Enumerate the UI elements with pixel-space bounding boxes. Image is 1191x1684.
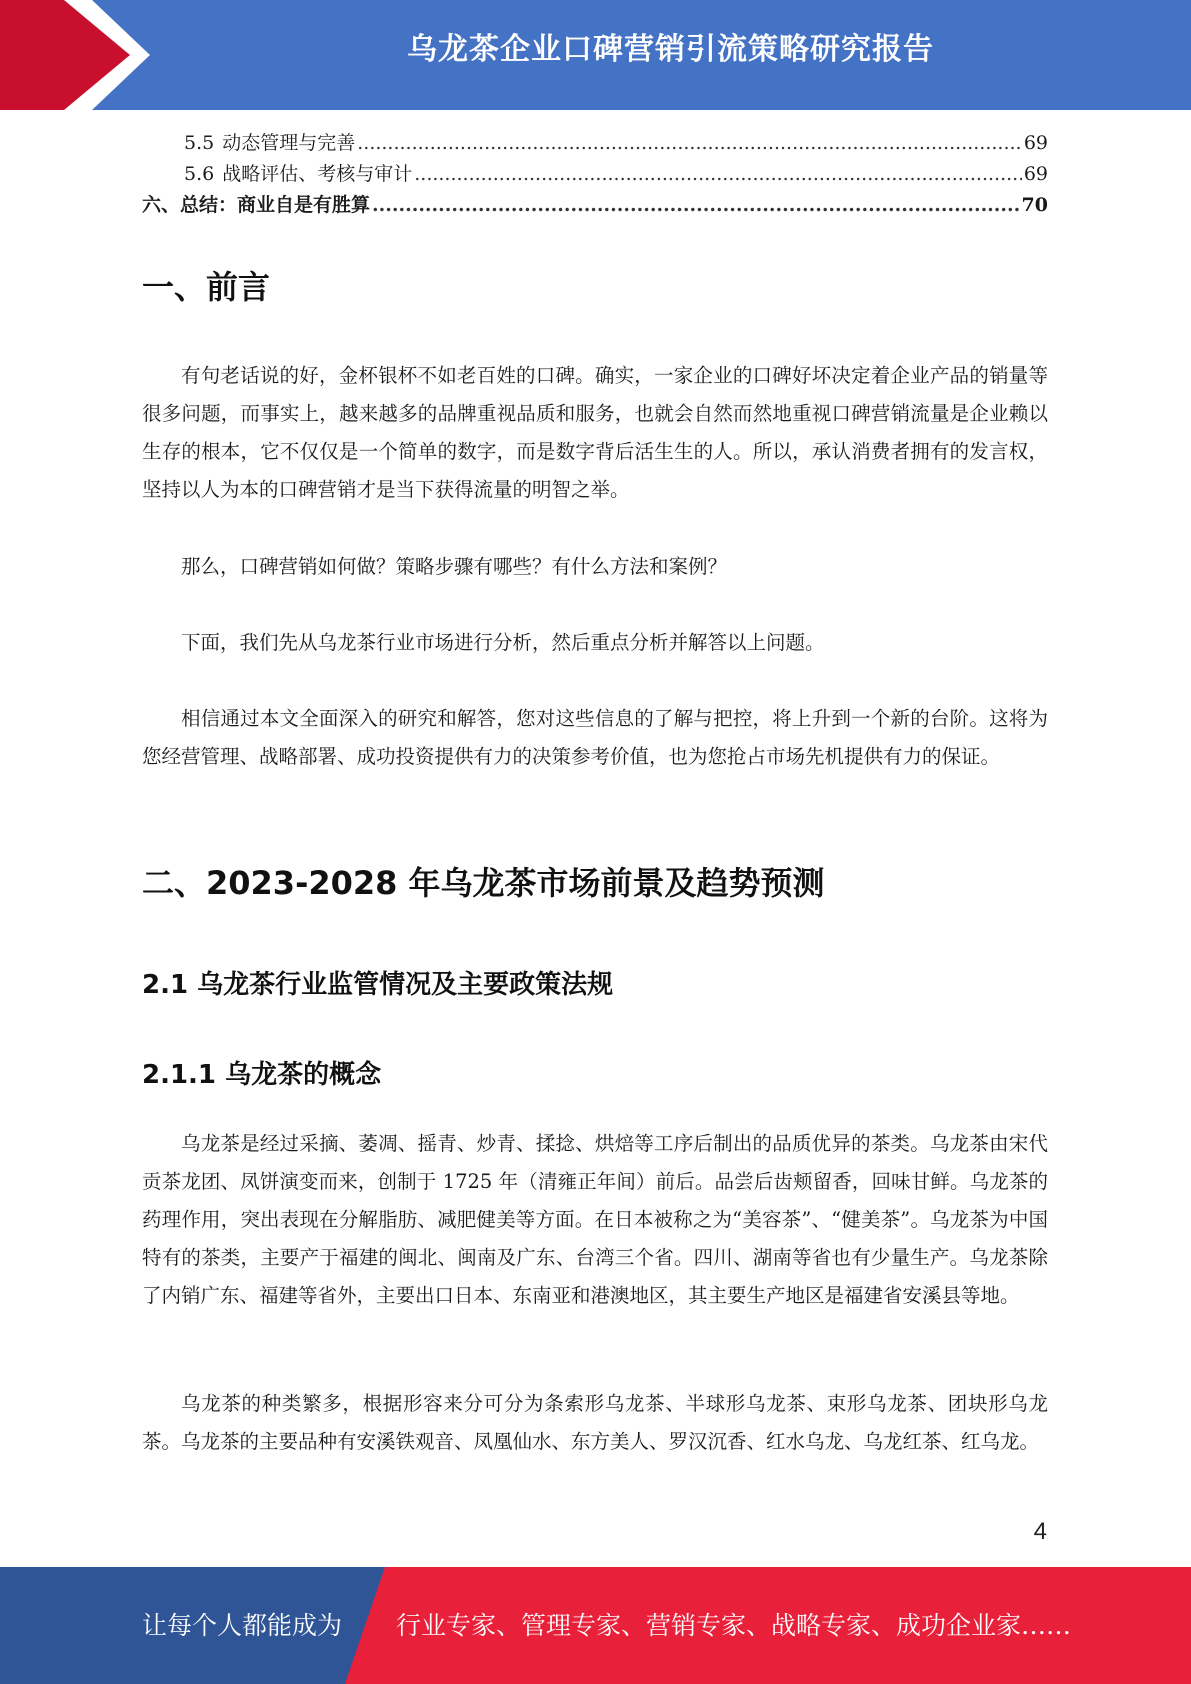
footer-slogan: 让每个人都能成为: [142, 1611, 343, 1640]
toc-dot-leader: [357, 132, 1022, 154]
page-header: [0, 0, 1191, 110]
paragraph: 乌龙茶的种类繁多，根据形容来分可分为条索形乌龙茶、半球形乌龙茶、束形乌龙茶、团块形乌龙茶。乌龙茶的主要品种有安溪铁观音、凤凰仙水、东方美人、罗汉沉香、红水乌龙、乌龙红茶、红乌龙。: [142, 1392, 1048, 1453]
toc-entry-label: 六、总结：商业自是有胜算: [142, 194, 371, 216]
toc-entry-label: 动态管理与完善: [222, 132, 356, 154]
toc-entry-number: 5.5: [184, 132, 215, 154]
header-chevron-decoration: [0, 0, 150, 110]
paragraph: 下面，我们先从乌龙茶行业市场进行分析，然后重点分析并解答以上问题。: [181, 631, 825, 654]
section-heading-market: 二、2023-2028 年乌龙茶市场前景及趋势预测: [142, 864, 825, 902]
subsubsection-heading: 2.1.1 乌龙茶的概念: [142, 1060, 382, 1090]
subsection-heading: 2.1 乌龙茶行业监管情况及主要政策法规: [142, 970, 614, 1000]
toc-entry[interactable]: [142, 159, 1048, 190]
page-footer: [0, 1567, 1191, 1684]
toc-entry-page: 69: [1023, 132, 1048, 154]
page-number: 4: [1033, 1518, 1047, 1545]
toc-entry-page: 69: [1023, 163, 1048, 185]
section-heading-preface: 一、前言: [142, 268, 271, 306]
paragraph: 那么，口碑营销如何做？策略步骤有哪些？有什么方法和案例？: [181, 555, 728, 578]
report-title: 乌龙茶企业口碑营销引流策略研究报告: [407, 32, 934, 67]
toc-entry[interactable]: [142, 128, 1048, 159]
paragraph: 乌龙茶是经过采摘、萎凋、摇青、炒青、揉捻、烘焙等工序后制出的品质优异的茶类。乌龙茶由宋代贡茶龙团、凤饼演变而来，创制于 1725 年（清雍正年间）前后。品尝后齿颊留香，回味甘鲜。乌龙茶的药理作用，突出表现在分解脂肪、减肥健美等方面。在日本被称之为“美容茶”、“健美茶”。乌龙茶为中国特有的茶类，主要产于福建的闽北、闽南及广东、台湾三个省。四川、湖南等省也有少量生产。乌龙茶除了内销广东、福建等省外，主要出口日本、东南亚和港澳地区，其主要生产地区是福建省安溪县等地。: [142, 1132, 1048, 1307]
toc-entry-page: 70: [1021, 194, 1048, 216]
toc-entry-label: 战略评估、考核与审计: [222, 163, 413, 185]
toc-entry[interactable]: [142, 190, 1048, 221]
paragraph: 有句老话说的好，金杯银杯不如老百姓的口碑。确实，一家企业的口碑好坏决定着企业产品的销量等很多问题，而事实上，越来越多的品牌重视品质和服务，也就会自然而然地重视口碑营销流量是企业赖以生存的根本，它不仅仅是一个简单的数字，而是数字背后活生生的人。所以，承认消费者拥有的发言权，坚持以人为本的口碑营销才是当下获得流量的明智之举。: [142, 364, 1048, 501]
table-of-contents: [142, 128, 1048, 221]
paragraph: 相信通过本文全面深入的研究和解答，您对这些信息的了解与把控，将上升到一个新的台阶。这将为您经营管理、战略部署、成功投资提供有力的决策参考价值，也为您抢占市场先机提供有力的保证。: [142, 707, 1048, 768]
toc-dot-leader: [414, 163, 1022, 185]
footer-roles: 行业专家、管理专家、营销专家、战略专家、成功企业家……: [396, 1611, 1072, 1640]
toc-entry-number: 5.6: [184, 163, 215, 185]
toc-dot-leader: [372, 194, 1020, 216]
